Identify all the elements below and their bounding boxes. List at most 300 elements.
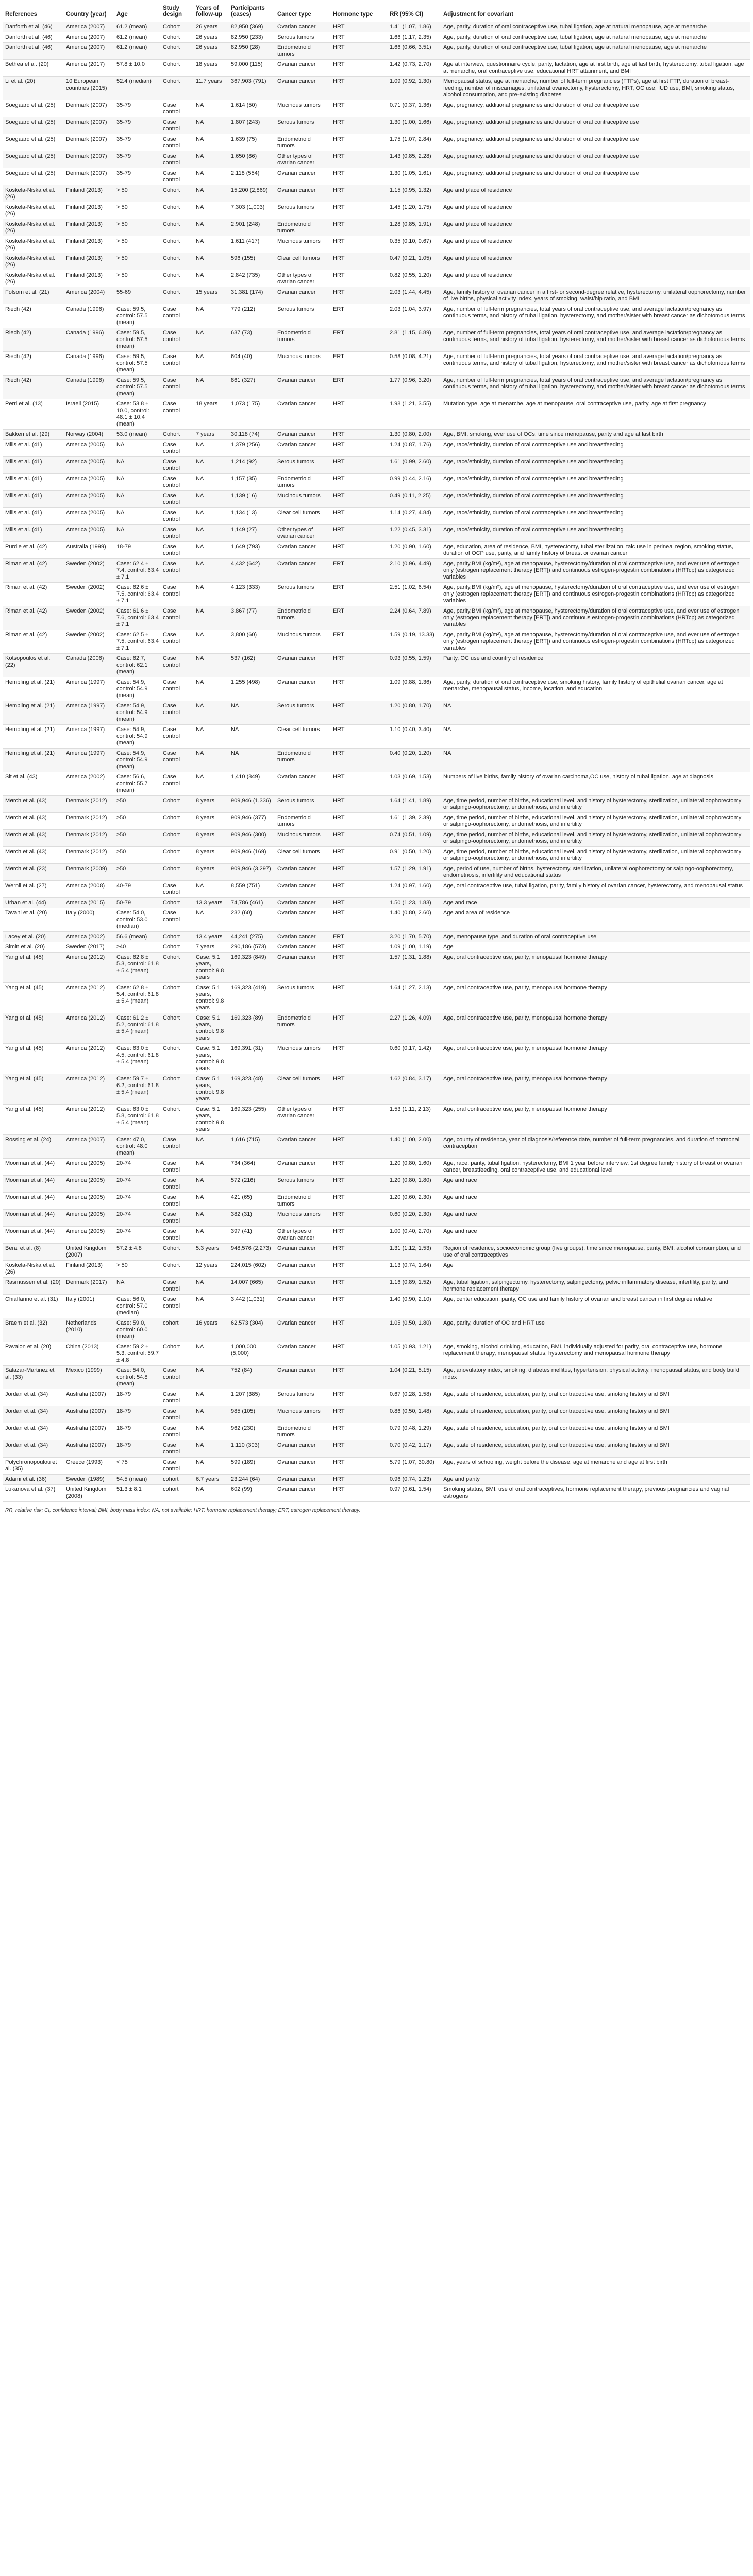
cell-participants: 4,432 (642) bbox=[229, 559, 275, 583]
cell-reference: Beral et al. (8) bbox=[3, 1244, 64, 1261]
cell-years-follow-up: NA bbox=[194, 881, 229, 898]
cell-reference: Sit et al. (43) bbox=[3, 772, 64, 796]
cell-country: America (2012) bbox=[64, 1013, 114, 1044]
cell-adjustment: Age, state of residence, education, parity, oral contraceptive use, smoking history and BMI bbox=[441, 1406, 750, 1423]
cell-adjustment: Age, oral contraceptive use, parity, menopausal hormone therapy bbox=[441, 1013, 750, 1044]
cell-reference: Lacey et al. (20) bbox=[3, 932, 64, 942]
cell-adjustment: NA bbox=[441, 749, 750, 772]
cell-hormone-type: HRT bbox=[331, 399, 388, 430]
cell-country: America (2004) bbox=[64, 287, 114, 304]
table-header bbox=[3, 2, 750, 22]
cell-country: Denmark (2007) bbox=[64, 100, 114, 117]
cell-participants: 909,946 (377) bbox=[229, 813, 275, 830]
cell-adjustment: Age, BMI, smoking, ever use of OCs, time since menopause, parity and age at last birth bbox=[441, 430, 750, 440]
cell-country: Italy (2000) bbox=[64, 908, 114, 932]
cell-country: America (2005) bbox=[64, 1193, 114, 1210]
cell-country: Sweden (2002) bbox=[64, 583, 114, 606]
cell-rr: 1.66 (1.17, 2.35) bbox=[388, 32, 441, 43]
cell-country: America (2005) bbox=[64, 525, 114, 542]
table-row bbox=[3, 1013, 750, 1044]
cell-adjustment: Age, race/ethnicity, duration of oral contraceptive use and breastfeeding bbox=[441, 440, 750, 457]
cell-years-follow-up: NA bbox=[194, 253, 229, 270]
cell-study-design: Cohort bbox=[161, 77, 194, 100]
cell-hormone-type: HRT bbox=[331, 236, 388, 253]
cell-cancer-type: Ovarian cancer bbox=[275, 168, 331, 185]
cell-study-design: Case control bbox=[161, 749, 194, 772]
cell-country: America (2015) bbox=[64, 898, 114, 908]
table-row bbox=[3, 525, 750, 542]
cell-cancer-type: Ovarian cancer bbox=[275, 1366, 331, 1389]
cell-age: 61.2 (mean) bbox=[114, 32, 161, 43]
cell-reference: Jordan et al. (34) bbox=[3, 1423, 64, 1440]
cell-reference: Mills et al. (41) bbox=[3, 457, 64, 474]
table-row bbox=[3, 60, 750, 77]
cell-years-follow-up: 6.7 years bbox=[194, 1475, 229, 1485]
cell-rr: 2.24 (0.64, 7.89) bbox=[388, 606, 441, 630]
cell-reference: Danforth et al. (46) bbox=[3, 22, 64, 32]
cell-age: Case: 62.7, control: 62.1 (mean) bbox=[114, 654, 161, 677]
cell-age: Case: 54.9, control: 54.9 (mean) bbox=[114, 701, 161, 725]
cell-adjustment: Age, race/ethnicity, duration of oral contraceptive use and breastfeeding bbox=[441, 457, 750, 474]
cell-participants: 8,559 (751) bbox=[229, 881, 275, 898]
cell-adjustment: Age and place of residence bbox=[441, 185, 750, 202]
cell-age: NA bbox=[114, 474, 161, 491]
cell-adjustment: Age, oral contraceptive use, parity, menopausal hormone therapy bbox=[441, 1044, 750, 1074]
cell-age: 35-79 bbox=[114, 151, 161, 168]
cell-country: Finland (2013) bbox=[64, 185, 114, 202]
cell-adjustment: Age, number of full-term pregnancies, total years of oral contraceptive use, and average lactation/pregnancy as continuous terms, and history of tubal ligation, hysterectomy, and mother/sister with breast cancer as dichotomous terms bbox=[441, 376, 750, 399]
cell-hormone-type: HRT bbox=[331, 1278, 388, 1295]
table-footnote: RR, relative risk; CI, confidence interval; BMI, body mass index; NA, not available; HRT, hormone replacement therapy; ERT, estrogen replacement therapy. bbox=[3, 1502, 750, 1513]
cell-age: ≥40 bbox=[114, 942, 161, 953]
cell-rr: 1.31 (1.12, 1.53) bbox=[388, 1244, 441, 1261]
cell-hormone-type: HRT bbox=[331, 168, 388, 185]
cell-hormone-type: ERT bbox=[331, 352, 388, 376]
cell-rr: 2.51 (1.02, 6.54) bbox=[388, 583, 441, 606]
cell-hormone-type: HRT bbox=[331, 772, 388, 796]
table-row bbox=[3, 1440, 750, 1458]
cell-hormone-type: HRT bbox=[331, 1176, 388, 1193]
cell-cancer-type: Ovarian cancer bbox=[275, 1485, 331, 1502]
cell-rr: 1.20 (0.80, 1.60) bbox=[388, 1159, 441, 1176]
cell-years-follow-up: Case: 5.1 years, control: 9.8 years bbox=[194, 1013, 229, 1044]
cell-reference: Mills et al. (41) bbox=[3, 525, 64, 542]
cell-years-follow-up: NA bbox=[194, 457, 229, 474]
cell-hormone-type: HRT bbox=[331, 77, 388, 100]
cell-reference: Lukanova et al. (37) bbox=[3, 1485, 64, 1502]
cell-cancer-type: Serous tumors bbox=[275, 202, 331, 219]
cell-participants: 1,073 (175) bbox=[229, 399, 275, 430]
table-row bbox=[3, 77, 750, 100]
cell-years-follow-up: NA bbox=[194, 270, 229, 287]
cell-country: America (2005) bbox=[64, 1227, 114, 1244]
cell-rr: 0.97 (0.61, 1.54) bbox=[388, 1485, 441, 1502]
cell-study-design: Case control bbox=[161, 1176, 194, 1193]
cell-hormone-type: HRT bbox=[331, 1366, 388, 1389]
cell-reference: Soegaard et al. (25) bbox=[3, 100, 64, 117]
cell-adjustment: Age, time period, number of births, educational level, and history of hysterectomy, sterilization, unilateral oophorectomy or salpingo-oophorectomy, endometriosis, and infertility bbox=[441, 813, 750, 830]
table-row bbox=[3, 1389, 750, 1406]
cell-age: Case: 62.5 ± 7.5, control: 63.4 ± 7.1 bbox=[114, 630, 161, 654]
table-row bbox=[3, 654, 750, 677]
cell-study-design: Case control bbox=[161, 1458, 194, 1475]
cell-hormone-type: HRT bbox=[331, 542, 388, 559]
cell-years-follow-up: 15 years bbox=[194, 287, 229, 304]
cell-study-design: Case control bbox=[161, 457, 194, 474]
cell-adjustment: Age and area of residence bbox=[441, 908, 750, 932]
cell-age: 20-74 bbox=[114, 1193, 161, 1210]
cell-rr: 1.59 (0.19, 13.33) bbox=[388, 630, 441, 654]
cell-hormone-type: HRT bbox=[331, 864, 388, 881]
cell-years-follow-up: NA bbox=[194, 1342, 229, 1366]
cell-hormone-type: HRT bbox=[331, 134, 388, 151]
table-row bbox=[3, 898, 750, 908]
cell-study-design: Cohort bbox=[161, 185, 194, 202]
table-row bbox=[3, 583, 750, 606]
cell-rr: 1.77 (0.96, 3.20) bbox=[388, 376, 441, 399]
cell-age: 55-69 bbox=[114, 287, 161, 304]
cell-age: 20-74 bbox=[114, 1210, 161, 1227]
cell-rr: 1.20 (0.80, 1.80) bbox=[388, 1176, 441, 1193]
cell-years-follow-up: 26 years bbox=[194, 32, 229, 43]
cell-age: 18-79 bbox=[114, 1423, 161, 1440]
cell-participants: 1,611 (417) bbox=[229, 236, 275, 253]
cell-rr: 1.40 (0.80, 2.60) bbox=[388, 908, 441, 932]
table-row bbox=[3, 376, 750, 399]
cell-years-follow-up: NA bbox=[194, 677, 229, 701]
cell-reference: Bethea et al. (20) bbox=[3, 60, 64, 77]
cell-study-design: Case control bbox=[161, 542, 194, 559]
cell-adjustment: Age, oral contraceptive use, tubal ligation, parity, family history of ovarian cancer, hysterectomy, and menopausal status bbox=[441, 881, 750, 898]
cell-study-design: Case control bbox=[161, 1159, 194, 1176]
cell-participants: 2,901 (248) bbox=[229, 219, 275, 236]
cell-years-follow-up: 26 years bbox=[194, 22, 229, 32]
table-row bbox=[3, 1074, 750, 1105]
cell-hormone-type: HRT bbox=[331, 151, 388, 168]
cell-age: Case: 61.6 ± 7.6, control: 63.4 ± 7.1 bbox=[114, 606, 161, 630]
cell-study-design: Case control bbox=[161, 491, 194, 508]
cell-study-design: Case control bbox=[161, 1210, 194, 1227]
cell-adjustment: Age, center education, parity, OC use and family history of ovarian and breast cancer in first degree relative bbox=[441, 1295, 750, 1318]
cell-adjustment: Age, race/ethnicity, duration of oral contraceptive use and breastfeeding bbox=[441, 508, 750, 525]
cell-reference: Koskela-Niska et al. (26) bbox=[3, 253, 64, 270]
cell-years-follow-up: NA bbox=[194, 630, 229, 654]
cell-cancer-type: Ovarian cancer bbox=[275, 77, 331, 100]
cell-years-follow-up: NA bbox=[194, 1406, 229, 1423]
cell-study-design: Cohort bbox=[161, 796, 194, 813]
cell-participants: 23,244 (64) bbox=[229, 1475, 275, 1485]
cell-adjustment: Age, parity,BMI (kg/m²), age at menopause, hysterectomy/duration of oral contraceptive use, and ever use of estrogen only (estrogen replacement therapy [ERT]) and continuous estrogen-progestin combinations (HRTcp) as categorized variables bbox=[441, 606, 750, 630]
cell-reference: Pavalon et al. (20) bbox=[3, 1342, 64, 1366]
cell-age: Case: 63.0 ± 5.8, control: 61.8 ± 5.4 (mean) bbox=[114, 1105, 161, 1135]
cell-age: 40-79 bbox=[114, 881, 161, 898]
cell-participants: 1,379 (256) bbox=[229, 440, 275, 457]
cell-participants: 3,442 (1,031) bbox=[229, 1295, 275, 1318]
cell-reference: Polychronopoulou et al. (35) bbox=[3, 1458, 64, 1475]
cell-country: Denmark (2007) bbox=[64, 168, 114, 185]
cell-study-design: Cohort bbox=[161, 236, 194, 253]
cell-rr: 1.61 (0.99, 2.60) bbox=[388, 457, 441, 474]
cell-country: Denmark (2012) bbox=[64, 830, 114, 847]
cell-hormone-type: ERT bbox=[331, 932, 388, 942]
cell-participants: 909,946 (300) bbox=[229, 830, 275, 847]
cell-adjustment: Age and race bbox=[441, 898, 750, 908]
cell-years-follow-up: NA bbox=[194, 491, 229, 508]
cell-years-follow-up: 12 years bbox=[194, 1261, 229, 1278]
cell-adjustment: Age, parity,BMI (kg/m²), age at menopause, hysterectomy/duration of oral contraceptive use, and ever use of estrogen only (estrogen replacement therapy [ERT]) and continuous estrogen-progestin combinations (HRTcp) as categorized variables bbox=[441, 583, 750, 606]
cell-hormone-type: HRT bbox=[331, 1135, 388, 1159]
cell-rr: 1.04 (0.21, 5.15) bbox=[388, 1366, 441, 1389]
cell-cancer-type: Ovarian cancer bbox=[275, 1278, 331, 1295]
header-references: References bbox=[3, 2, 64, 22]
cell-rr: 3.20 (1.70, 5.70) bbox=[388, 932, 441, 942]
cell-rr: 1.30 (0.80, 2.00) bbox=[388, 430, 441, 440]
cell-age: 18-79 bbox=[114, 1406, 161, 1423]
cell-age: Case: 63.0 ± 4.5, control: 61.8 ± 5.4 (mean) bbox=[114, 1044, 161, 1074]
cell-hormone-type: HRT bbox=[331, 898, 388, 908]
cell-reference: Mørch et al. (43) bbox=[3, 847, 64, 864]
cell-participants: 948,576 (2,273) bbox=[229, 1244, 275, 1261]
cell-adjustment: Age, time period, number of births, educational level, and history of hysterectomy, sterilization, unilateral oophorectomy or salpingo-oophorectomy, endometriosis, and infertility bbox=[441, 847, 750, 864]
cell-cancer-type: Ovarian cancer bbox=[275, 287, 331, 304]
header-years-follow-up: Years of follow-up bbox=[194, 2, 229, 22]
cell-study-design: Cohort bbox=[161, 813, 194, 830]
cell-reference: Tavani et al. (20) bbox=[3, 908, 64, 932]
cell-participants: 1,616 (715) bbox=[229, 1135, 275, 1159]
table-row bbox=[3, 953, 750, 983]
table-row bbox=[3, 270, 750, 287]
cell-years-follow-up: NA bbox=[194, 352, 229, 376]
cell-cancer-type: Ovarian cancer bbox=[275, 1295, 331, 1318]
cell-study-design: Case control bbox=[161, 725, 194, 749]
table-row bbox=[3, 253, 750, 270]
cell-rr: 1.14 (0.27, 4.84) bbox=[388, 508, 441, 525]
cell-study-design: Case control bbox=[161, 151, 194, 168]
cell-adjustment: Age, tubal ligation, salpingectomy, hysterectomy, salpingectomy, pelvic inflammatory disease, infertility, parity, and hormone replacement therapy bbox=[441, 1278, 750, 1295]
cell-adjustment: Age, menopause type, and duration of oral contraceptive use bbox=[441, 932, 750, 942]
cell-participants: 30,118 (74) bbox=[229, 430, 275, 440]
cell-study-design: cohort bbox=[161, 1485, 194, 1502]
cell-rr: 1.62 (0.84, 3.17) bbox=[388, 1074, 441, 1105]
cell-cancer-type: Ovarian cancer bbox=[275, 932, 331, 942]
cell-study-design: Cohort bbox=[161, 953, 194, 983]
cell-study-design: Case control bbox=[161, 654, 194, 677]
cell-hormone-type: HRT bbox=[331, 525, 388, 542]
table-row bbox=[3, 440, 750, 457]
cell-adjustment: Age, number of full-term pregnancies, total years of oral contraceptive use, and average lactation/pregnancy as continuous terms, and history of tubal ligation, hysterectomy, and mother/sister with breast cancer as dichotomous terms bbox=[441, 304, 750, 328]
table-row bbox=[3, 749, 750, 772]
cell-cancer-type: Endometrioid tumors bbox=[275, 813, 331, 830]
cell-hormone-type: HRT bbox=[331, 749, 388, 772]
cell-country: America (2012) bbox=[64, 1105, 114, 1135]
cell-hormone-type: ERT bbox=[331, 559, 388, 583]
cell-study-design: Case control bbox=[161, 1278, 194, 1295]
cell-reference: Rasmussen et al. (20) bbox=[3, 1278, 64, 1295]
cell-study-design: Cohort bbox=[161, 830, 194, 847]
cell-country: China (2013) bbox=[64, 1342, 114, 1366]
cell-rr: 0.67 (0.28, 1.58) bbox=[388, 1389, 441, 1406]
cell-hormone-type: HRT bbox=[331, 1193, 388, 1210]
cell-reference: Mørch et al. (43) bbox=[3, 813, 64, 830]
cell-country: Finland (2013) bbox=[64, 202, 114, 219]
table-row bbox=[3, 1366, 750, 1389]
cell-reference: Jordan et al. (34) bbox=[3, 1406, 64, 1423]
cell-age: NA bbox=[114, 440, 161, 457]
cell-country: America (2012) bbox=[64, 1044, 114, 1074]
cell-rr: 0.70 (0.42, 1.17) bbox=[388, 1440, 441, 1458]
cell-hormone-type: HRT bbox=[331, 440, 388, 457]
cell-adjustment: Age, time period, number of births, educational level, and history of hysterectomy, sterilization, unilateral oophorectomy or salpingo-oophorectomy, endometriosis, and infertility bbox=[441, 796, 750, 813]
cell-rr: 1.22 (0.45, 3.31) bbox=[388, 525, 441, 542]
cell-participants: 537 (162) bbox=[229, 654, 275, 677]
cell-participants: NA bbox=[229, 725, 275, 749]
cell-cancer-type: Endometrioid tumors bbox=[275, 606, 331, 630]
cell-cancer-type: Endometrioid tumors bbox=[275, 43, 331, 60]
cell-reference: Hempling et al. (21) bbox=[3, 749, 64, 772]
header-row bbox=[3, 2, 750, 22]
cell-cancer-type: Ovarian cancer bbox=[275, 953, 331, 983]
cell-adjustment: Numbers of live births, family history of ovarian carcinoma,OC use, history of tubal ligation, age at diagnosis bbox=[441, 772, 750, 796]
cell-hormone-type: HRT bbox=[331, 881, 388, 898]
table-row bbox=[3, 43, 750, 60]
cell-rr: 0.35 (0.10, 0.67) bbox=[388, 236, 441, 253]
cell-hormone-type: HRT bbox=[331, 100, 388, 117]
cell-cancer-type: Serous tumors bbox=[275, 304, 331, 328]
cell-cancer-type: Other types of ovarian cancer bbox=[275, 525, 331, 542]
cell-years-follow-up: NA bbox=[194, 701, 229, 725]
cell-hormone-type: ERT bbox=[331, 606, 388, 630]
cell-hormone-type: HRT bbox=[331, 60, 388, 77]
cell-study-design: Cohort bbox=[161, 847, 194, 864]
cell-cancer-type: Clear cell tumors bbox=[275, 725, 331, 749]
cell-age: > 50 bbox=[114, 270, 161, 287]
cell-participants: 2,842 (735) bbox=[229, 270, 275, 287]
cell-hormone-type: ERT bbox=[331, 630, 388, 654]
cell-cancer-type: Endometrioid tumors bbox=[275, 134, 331, 151]
table-row bbox=[3, 491, 750, 508]
cell-years-follow-up: NA bbox=[194, 1210, 229, 1227]
cell-study-design: Cohort bbox=[161, 1261, 194, 1278]
cell-hormone-type: HRT bbox=[331, 701, 388, 725]
cell-cancer-type: Clear cell tumors bbox=[275, 508, 331, 525]
cell-hormone-type: HRT bbox=[331, 1159, 388, 1176]
cell-cancer-type: Mucinous tumors bbox=[275, 630, 331, 654]
cell-cancer-type: Serous tumors bbox=[275, 32, 331, 43]
cell-participants: 421 (65) bbox=[229, 1193, 275, 1210]
cell-cancer-type: Serous tumors bbox=[275, 117, 331, 134]
cell-hormone-type: HRT bbox=[331, 908, 388, 932]
cell-age: Case: 54.9, control: 54.9 (mean) bbox=[114, 749, 161, 772]
cell-adjustment: Age and race bbox=[441, 1176, 750, 1193]
cell-age: Case: 59.5, control: 57.5 (mean) bbox=[114, 376, 161, 399]
cell-adjustment: Age, family history of ovarian cancer in a first- or second-degree relative, hysterectomy, unilateral oophorectomy, number of live births, physical activity index, years of smoking, waist/hip ratio, and BMI bbox=[441, 287, 750, 304]
cell-reference: Folsom et al. (21) bbox=[3, 287, 64, 304]
cell-hormone-type: ERT bbox=[331, 304, 388, 328]
cell-age: NA bbox=[114, 525, 161, 542]
cell-participants: 1,000,000 (5,000) bbox=[229, 1342, 275, 1366]
cell-rr: 0.40 (0.20, 1.20) bbox=[388, 749, 441, 772]
table-row bbox=[3, 1423, 750, 1440]
cell-reference: Riman et al. (42) bbox=[3, 606, 64, 630]
cell-adjustment: Age, education, area of residence, BMI, hysterectomy, tubal sterilization, talc use in perineal region, smoking status, duration of OCP use, parity, and family history of breast or ovarian cancer bbox=[441, 542, 750, 559]
cell-country: Australia (2007) bbox=[64, 1406, 114, 1423]
cell-adjustment: Age, number of full-term pregnancies, total years of oral contraceptive use, and average lactation/pregnancy as continuous terms, and history of tubal ligation, hysterectomy, and mother/sister with breast cancer as dichotomous terms bbox=[441, 352, 750, 376]
cell-age: > 50 bbox=[114, 253, 161, 270]
cell-years-follow-up: NA bbox=[194, 376, 229, 399]
cell-country: Denmark (2007) bbox=[64, 134, 114, 151]
cell-years-follow-up: NA bbox=[194, 583, 229, 606]
cell-cancer-type: Serous tumors bbox=[275, 701, 331, 725]
cell-hormone-type: HRT bbox=[331, 43, 388, 60]
cell-years-follow-up: 5.3 years bbox=[194, 1244, 229, 1261]
table-row bbox=[3, 542, 750, 559]
cell-participants: 3,800 (60) bbox=[229, 630, 275, 654]
cell-reference: Soegaard et al. (25) bbox=[3, 168, 64, 185]
cell-rr: 1.20 (0.80, 1.70) bbox=[388, 701, 441, 725]
cell-years-follow-up: NA bbox=[194, 100, 229, 117]
cell-age: ≥50 bbox=[114, 796, 161, 813]
table-row bbox=[3, 1318, 750, 1342]
cell-rr: 2.03 (1.04, 3.97) bbox=[388, 304, 441, 328]
cell-study-design: Case control bbox=[161, 1366, 194, 1389]
cell-age: > 50 bbox=[114, 1261, 161, 1278]
cell-reference: Moorman et al. (44) bbox=[3, 1210, 64, 1227]
cell-age: 50-79 bbox=[114, 898, 161, 908]
cell-participants: 169,323 (849) bbox=[229, 953, 275, 983]
cell-participants: 82,950 (28) bbox=[229, 43, 275, 60]
table-row bbox=[3, 202, 750, 219]
cell-age: > 50 bbox=[114, 202, 161, 219]
cell-years-follow-up: Case: 5.1 years, control: 9.8 years bbox=[194, 983, 229, 1013]
cell-rr: 1.61 (1.39, 2.39) bbox=[388, 813, 441, 830]
cell-cancer-type: Ovarian cancer bbox=[275, 542, 331, 559]
cell-country: Sweden (1989) bbox=[64, 1475, 114, 1485]
cell-study-design: Cohort bbox=[161, 864, 194, 881]
cell-years-follow-up: NA bbox=[194, 559, 229, 583]
cell-participants: 14,007 (665) bbox=[229, 1278, 275, 1295]
table-row bbox=[3, 1193, 750, 1210]
cell-rr: 1.03 (0.69, 1.53) bbox=[388, 772, 441, 796]
cell-hormone-type: HRT bbox=[331, 677, 388, 701]
cell-adjustment: Age, pregnancy, additional pregnancies and duration of oral contraceptive use bbox=[441, 117, 750, 134]
table-row bbox=[3, 1044, 750, 1074]
cell-years-follow-up: NA bbox=[194, 1159, 229, 1176]
cell-study-design: Cohort bbox=[161, 932, 194, 942]
cell-age: Case: 53.8 ± 10.0, control: 48.1 ± 10.4 (mean) bbox=[114, 399, 161, 430]
cell-participants: 1,110 (303) bbox=[229, 1440, 275, 1458]
cell-age: 20-74 bbox=[114, 1227, 161, 1244]
cell-hormone-type: HRT bbox=[331, 1423, 388, 1440]
cell-hormone-type: HRT bbox=[331, 1440, 388, 1458]
cell-rr: 1.16 (0.89, 1.52) bbox=[388, 1278, 441, 1295]
cell-country: America (1997) bbox=[64, 677, 114, 701]
cell-years-follow-up: 26 years bbox=[194, 43, 229, 60]
cell-reference: Jordan et al. (34) bbox=[3, 1389, 64, 1406]
cell-cancer-type: Mucinous tumors bbox=[275, 352, 331, 376]
cell-reference: Hempling et al. (21) bbox=[3, 725, 64, 749]
cell-country: Sweden (2002) bbox=[64, 630, 114, 654]
cell-reference: Riech (42) bbox=[3, 328, 64, 352]
cell-country: Denmark (2012) bbox=[64, 796, 114, 813]
cell-participants: 397 (41) bbox=[229, 1227, 275, 1244]
cell-cancer-type: Ovarian cancer bbox=[275, 898, 331, 908]
cell-rr: 1.53 (1.11, 2.13) bbox=[388, 1105, 441, 1135]
table-row bbox=[3, 772, 750, 796]
cell-hormone-type: HRT bbox=[331, 1105, 388, 1135]
cell-cancer-type: Other types of ovarian cancer bbox=[275, 151, 331, 168]
cell-participants: 1,410 (849) bbox=[229, 772, 275, 796]
cell-rr: 1.42 (0.73, 2.70) bbox=[388, 60, 441, 77]
